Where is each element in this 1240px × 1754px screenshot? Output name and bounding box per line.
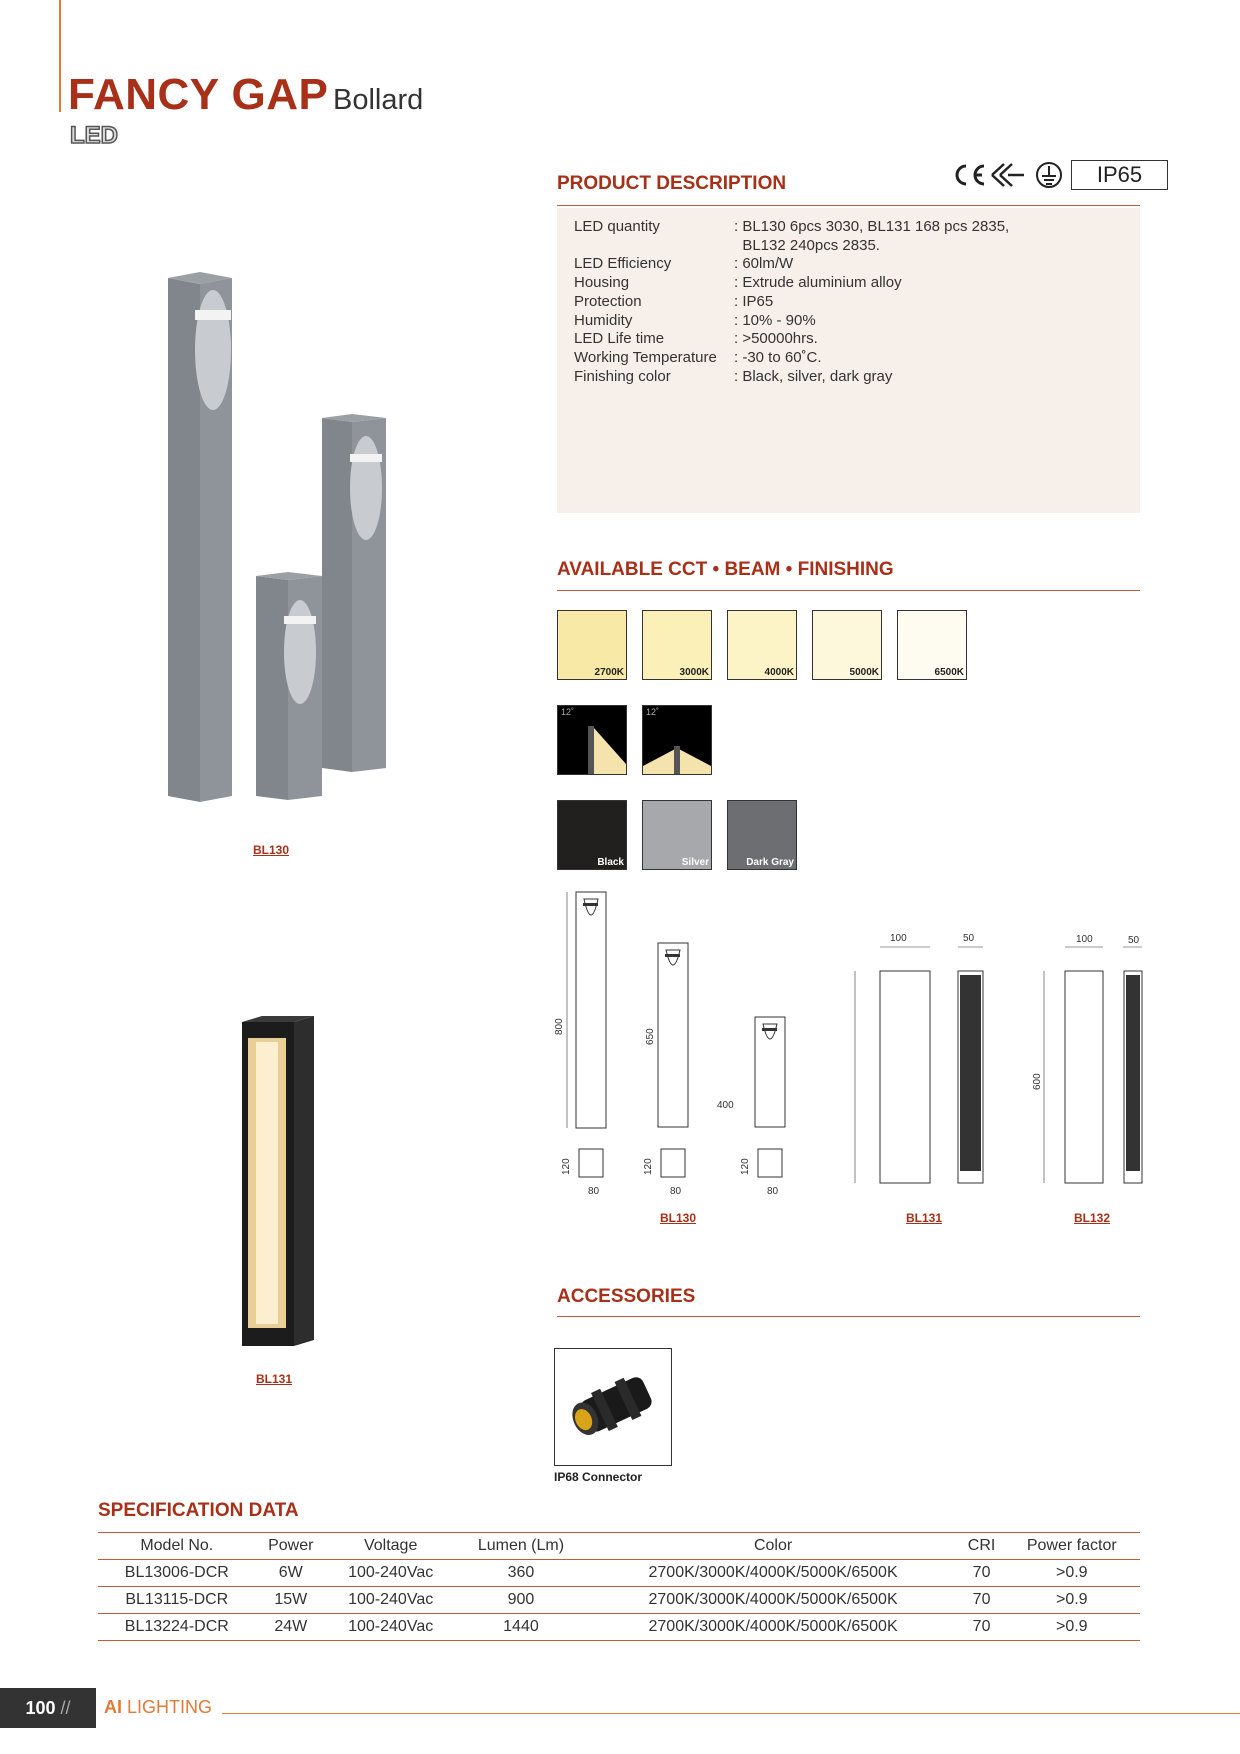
- dim-bl131-50: 50: [963, 933, 975, 944]
- spec-row: [98, 1614, 1140, 1641]
- finish-swatch-dark-gray: [727, 800, 797, 870]
- drawing-label-bl132: BL132: [1074, 1211, 1111, 1225]
- technical-drawings: [550, 885, 1150, 1230]
- spec-cell: BL13115-DCR: [98, 1587, 256, 1614]
- header-accent-line: [59, 0, 61, 112]
- dim-bl130-400: 400: [717, 1100, 734, 1111]
- dim-bl130-650: 650: [645, 1028, 656, 1045]
- description-row: [574, 293, 1009, 312]
- description-rule: [557, 205, 1140, 206]
- cct-label: 5000K: [849, 667, 879, 678]
- page-number: 100 //: [0, 1688, 96, 1728]
- ip68-connector-image: [554, 1348, 672, 1466]
- spec-heading: SPECIFICATION DATA: [98, 1500, 299, 1521]
- spec-row: [98, 1560, 1140, 1587]
- spec-cell: 360: [455, 1560, 586, 1587]
- description-key: LED Life time: [574, 330, 665, 348]
- spec-cell: 24W: [256, 1614, 326, 1641]
- footer-brand-bold: AI: [104, 1697, 122, 1717]
- description-row: [574, 312, 1009, 331]
- spec-cell: >0.9: [1004, 1587, 1140, 1614]
- spec-table: [98, 1532, 1140, 1641]
- ground-mark-icon: [1034, 160, 1064, 190]
- beam-angle-1: 12˚: [561, 707, 575, 717]
- description-key: Humidity: [574, 311, 633, 329]
- description-row: [574, 274, 1009, 293]
- spec-column-header: Model No.: [98, 1533, 256, 1560]
- cct-swatch-2700k: [557, 610, 627, 680]
- spec-cell: BL13006-DCR: [98, 1560, 256, 1587]
- description-value: : 10% - 90%: [734, 311, 816, 329]
- description-value: : Black, silver, dark gray: [734, 367, 893, 385]
- spec-cell: >0.9: [1004, 1560, 1140, 1587]
- spec-cell: 70: [960, 1587, 1004, 1614]
- finish-swatch-silver: [642, 800, 712, 870]
- description-key: LED quantity: [574, 218, 660, 235]
- description-value: : Extrude aluminium alloy: [734, 274, 902, 292]
- spec-cell: 100-240Vac: [326, 1614, 455, 1641]
- spec-column-header: Power factor: [1004, 1533, 1140, 1560]
- finish-label: Dark Gray: [746, 857, 794, 868]
- cct-label: 4000K: [764, 667, 794, 678]
- available-rule: [557, 590, 1140, 591]
- cct-swatch-5000k: [812, 610, 882, 680]
- spec-cell: >0.9: [1004, 1614, 1140, 1641]
- footer-brand-rest: LIGHTING: [122, 1697, 213, 1717]
- beam-angle-2: 12˚: [646, 707, 660, 717]
- dim-bl132-600: 600: [1032, 1073, 1043, 1090]
- spec-cell: 100-240Vac: [326, 1587, 455, 1614]
- dim-bl131-100: 100: [890, 933, 907, 944]
- spec-column-header: Color: [587, 1533, 960, 1560]
- description-value: : 60lm/W: [734, 255, 794, 273]
- description-row: [574, 330, 1009, 349]
- description-value: : IP65: [734, 292, 774, 310]
- description-row: [574, 368, 1009, 387]
- spec-row: [98, 1587, 1140, 1614]
- ip68-connector-label: IP68 Connector: [554, 1470, 643, 1484]
- spec-cell: 6W: [256, 1560, 326, 1587]
- cct-label: 6500K: [934, 667, 964, 678]
- bl131-product-photo: [238, 1010, 318, 1355]
- description-row: [574, 349, 1009, 368]
- page-subtitle: Bollard: [333, 84, 424, 116]
- dim-base-120-a: 120: [561, 1158, 572, 1175]
- ip65-badge: IP65: [1071, 160, 1168, 190]
- dim-base-120-c: 120: [740, 1158, 751, 1175]
- cct-swatch-3000k: [642, 610, 712, 680]
- spec-column-header: Voltage: [326, 1533, 455, 1560]
- finish-label: Silver: [681, 857, 709, 868]
- description-value: : -30 to 60˚C.: [734, 348, 822, 366]
- spec-cell: 70: [960, 1614, 1004, 1641]
- description-row: [574, 255, 1009, 274]
- description-key: Finishing color: [574, 367, 671, 385]
- spec-cell: 1440: [455, 1614, 586, 1641]
- page-title: FANCY GAP: [68, 70, 329, 119]
- spec-cell: 2700K/3000K/4000K/5000K/6500K: [587, 1614, 960, 1641]
- page-number-text: 100: [25, 1698, 56, 1718]
- spec-column-header: Power: [256, 1533, 326, 1560]
- finish-label: Black: [597, 857, 624, 868]
- dim-bl132-50: 50: [1128, 935, 1140, 946]
- description-row: [574, 237, 1009, 256]
- cct-label: 3000K: [679, 667, 709, 678]
- beam-narrow-diagram: [557, 705, 627, 775]
- spec-column-header: CRI: [960, 1533, 1004, 1560]
- dim-bl130-800: 800: [554, 1018, 565, 1035]
- dim-bl132-100: 100: [1076, 934, 1093, 945]
- spec-cell: BL13224-DCR: [98, 1614, 256, 1641]
- dim-base-120-b: 120: [643, 1158, 654, 1175]
- description-key: Working Temperature: [574, 348, 717, 366]
- spec-header-row: [98, 1533, 1140, 1560]
- accessories-heading: ACCESSORIES: [557, 1286, 696, 1307]
- spec-cell: 2700K/3000K/4000K/5000K/6500K: [587, 1587, 960, 1614]
- bl130-product-photo: [150, 270, 410, 815]
- product-description-heading: PRODUCT DESCRIPTION: [557, 173, 787, 194]
- dim-base-80-c: 80: [767, 1186, 779, 1197]
- description-key: [574, 237, 734, 256]
- available-heading: AVAILABLE CCT • BEAM • FINISHING: [557, 559, 894, 580]
- description-row: [574, 218, 1009, 237]
- spec-cell: 2700K/3000K/4000K/5000K/6500K: [587, 1560, 960, 1587]
- spec-cell: 70: [960, 1560, 1004, 1587]
- cct-swatch-6500k: [897, 610, 967, 680]
- spec-cell: 100-240Vac: [326, 1560, 455, 1587]
- description-value: : BL130 6pcs 3030, BL131 168 pcs 2835,: [734, 218, 1010, 235]
- spec-cell: 900: [455, 1587, 586, 1614]
- beam-wide-diagram: [642, 705, 712, 775]
- led-logo: [68, 122, 146, 153]
- dim-base-80-a: 80: [588, 1186, 600, 1197]
- led-logo-text: LED: [70, 122, 118, 148]
- dim-base-80-b: 80: [670, 1186, 682, 1197]
- description-table: [574, 218, 1009, 386]
- spec-column-header: Lumen (Lm): [455, 1533, 586, 1560]
- accessories-rule: [557, 1316, 1140, 1317]
- rohs-mark-icon: [988, 160, 1028, 190]
- description-key: LED Efficiency: [574, 255, 672, 273]
- finish-swatch-black: [557, 800, 627, 870]
- bl130-photo-label: BL130: [253, 843, 290, 857]
- spec-cell: 15W: [256, 1587, 326, 1614]
- description-key: Protection: [574, 292, 642, 310]
- cct-label: 2700K: [594, 667, 624, 678]
- bl131-photo-label: BL131: [256, 1372, 293, 1386]
- drawing-label-bl130: BL130: [660, 1211, 697, 1225]
- drawing-label-bl131: BL131: [906, 1211, 943, 1225]
- description-key: Housing: [574, 274, 630, 292]
- description-value: : >50000hrs.: [734, 330, 818, 348]
- footer-rule: [222, 1713, 1240, 1714]
- description-value: BL132 240pcs 2835.: [734, 236, 880, 254]
- footer-brand: [104, 1697, 212, 1718]
- cct-swatch-4000k: [727, 610, 797, 680]
- ce-mark-icon: [950, 160, 990, 190]
